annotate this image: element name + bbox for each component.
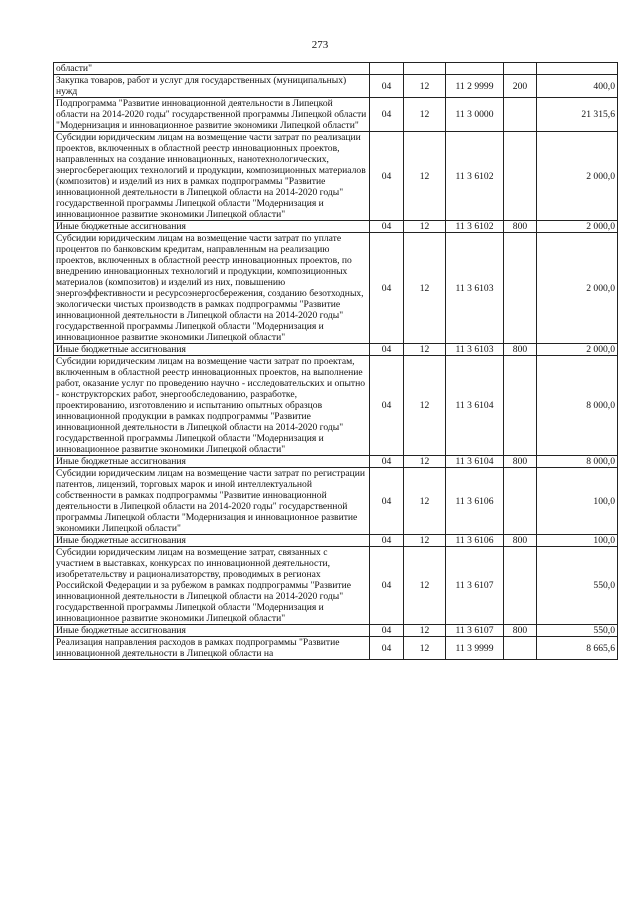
row-amount: 8 665,6	[537, 637, 618, 660]
row-subsection: 12	[404, 344, 446, 356]
row-section: 04	[370, 356, 404, 456]
row-amount: 100,0	[537, 468, 618, 535]
row-name: Реализация направления расходов в рамках подпрограммы "Развитие инновационной деятельности в Липецкой области на	[54, 637, 370, 660]
row-amount: 21 315,6	[537, 98, 618, 132]
row-amount: 8 000,0	[537, 456, 618, 468]
table-row	[54, 98, 618, 132]
row-section: 04	[370, 468, 404, 535]
row-section: 04	[370, 98, 404, 132]
row-name: Иные бюджетные ассигнования	[54, 221, 370, 233]
table-row	[54, 221, 618, 233]
row-amount: 2 000,0	[537, 132, 618, 221]
row-subsection: 12	[404, 625, 446, 637]
row-target-code: 11 3 0000	[446, 98, 504, 132]
row-target-code: 11 3 6102	[446, 221, 504, 233]
row-expense-type	[504, 547, 537, 625]
row-amount: 2 000,0	[537, 233, 618, 344]
row-name: Иные бюджетные ассигнования	[54, 456, 370, 468]
row-section: 04	[370, 233, 404, 344]
row-expense-type: 800	[504, 625, 537, 637]
row-name: Иные бюджетные ассигнования	[54, 625, 370, 637]
row-target-code: 11 3 6104	[446, 356, 504, 456]
row-amount	[537, 63, 618, 75]
table-row	[54, 356, 618, 456]
row-expense-type	[504, 356, 537, 456]
row-target-code: 11 3 6106	[446, 468, 504, 535]
row-subsection: 12	[404, 468, 446, 535]
table-row	[54, 75, 618, 98]
row-name: Иные бюджетные ассигнования	[54, 535, 370, 547]
row-amount: 2 000,0	[537, 344, 618, 356]
row-subsection	[404, 63, 446, 75]
row-subsection: 12	[404, 98, 446, 132]
row-subsection: 12	[404, 221, 446, 233]
row-section: 04	[370, 221, 404, 233]
row-expense-type	[504, 98, 537, 132]
row-expense-type: 800	[504, 344, 537, 356]
row-subsection: 12	[404, 547, 446, 625]
row-subsection: 12	[404, 535, 446, 547]
row-target-code: 11 3 6104	[446, 456, 504, 468]
row-section	[370, 63, 404, 75]
row-amount: 550,0	[537, 625, 618, 637]
table-row	[54, 637, 618, 660]
row-expense-type: 800	[504, 456, 537, 468]
row-name: Субсидии юридическим лицам на возмещение части затрат по проектам, включенным в областной реестр инновационных проектов, на выполнение работ, оказание услуг по проведению научно - исследовательских и опытно - конструкторских работ, энергообследованию, разработке, проектированию, изготовлению и испытанию опытных образцов инновационной продукции в рамках подпрограммы "Развитие инновационной деятельности в Липецкой области на 2014-2020 годы" государственной программы Липецкой области "Модернизация и инновационное развитие экономики Липецкой области"	[54, 356, 370, 456]
row-expense-type: 800	[504, 535, 537, 547]
row-name: области"	[54, 63, 370, 75]
row-target-code: 11 2 9999	[446, 75, 504, 98]
row-expense-type	[504, 637, 537, 660]
table-row	[54, 63, 618, 75]
page-number: 273	[311, 39, 329, 51]
row-subsection: 12	[404, 637, 446, 660]
row-name: Субсидии юридическим лицам на возмещение части затрат по регистрации патентов, лицензий, торговых марок и иной интеллектуальной собственности в рамках подпрограммы "Развитие инновационной деятельности в Липецкой области на 2014-2020 годы" государственной программы Липецкой области "Модернизация и инновационное развитие экономики Липецкой области"	[54, 468, 370, 535]
table-row	[54, 468, 618, 535]
row-subsection: 12	[404, 456, 446, 468]
table-row	[54, 547, 618, 625]
row-name: Субсидии юридическим лицам на возмещение части затрат по уплате процентов по банковским кредитам, направленным на реализацию проектов, включенных в областной реестр инновационных проектов, по внедрению инновационных технологий и продукции, композиционных материалов (композитов) и изделий из них, повышению энергоэффективности и ресурсоэнергосбережения, созданию безотходных, экологически чистых производств в рамках подпрограммы "Развитие инновационной деятельности в Липецкой области на 2014-2020 годы" государственной программы Липецкой области "Модернизация и инновационное развитие экономики Липецкой области"	[54, 233, 370, 344]
row-target-code: 11 3 6103	[446, 344, 504, 356]
row-expense-type	[504, 132, 537, 221]
row-section: 04	[370, 132, 404, 221]
row-name: Субсидии юридическим лицам на возмещение части затрат по реализации проектов, включенных в областной реестр инновационных проектов, направленных на создание инновационных, нанотехнологических, энергосберегающих технологий и продукции, композиционных материалов (композитов) и изделий из них в рамках подпрограммы "Развитие инновационной деятельности в Липецкой области на 2014-2020 годы" государственной программы Липецкой области "Модернизация и инновационное развитие экономики Липецкой области"	[54, 132, 370, 221]
row-section: 04	[370, 456, 404, 468]
row-expense-type	[504, 233, 537, 344]
row-name: Подпрограмма "Развитие инновационной деятельности в Липецкой области на 2014-2020 годы" государственной программы Липецкой области "Модернизация и инновационное развитие экономики Липецкой области"	[54, 98, 370, 132]
table-row	[54, 456, 618, 468]
row-amount: 400,0	[537, 75, 618, 98]
row-target-code: 11 3 6103	[446, 233, 504, 344]
row-target-code: 11 3 6107	[446, 625, 504, 637]
row-amount: 550,0	[537, 547, 618, 625]
table-row	[54, 535, 618, 547]
row-section: 04	[370, 344, 404, 356]
table-row	[54, 344, 618, 356]
table-row	[54, 132, 618, 221]
row-section: 04	[370, 547, 404, 625]
budget-table	[53, 62, 618, 660]
row-section: 04	[370, 535, 404, 547]
row-name: Иные бюджетные ассигнования	[54, 344, 370, 356]
row-subsection: 12	[404, 75, 446, 98]
row-section: 04	[370, 75, 404, 98]
row-subsection: 12	[404, 132, 446, 221]
row-expense-type	[504, 468, 537, 535]
row-amount: 8 000,0	[537, 356, 618, 456]
row-target-code: 11 3 6102	[446, 132, 504, 221]
row-target-code: 11 3 6106	[446, 535, 504, 547]
row-name: Закупка товаров, работ и услуг для государственных (муниципальных) нужд	[54, 75, 370, 98]
row-expense-type: 800	[504, 221, 537, 233]
row-target-code	[446, 63, 504, 75]
row-subsection: 12	[404, 233, 446, 344]
row-section: 04	[370, 625, 404, 637]
row-expense-type: 200	[504, 75, 537, 98]
row-subsection: 12	[404, 356, 446, 456]
row-amount: 2 000,0	[537, 221, 618, 233]
row-name: Субсидии юридическим лицам на возмещение затрат, связанных с участием в выставках, конкурсах по инновационной деятельности, изобретательству и рационализаторству, проводимых в регионах Российской Федерации и за рубежом в рамках подпрограммы "Развитие инновационной деятельности в Липецкой области на 2014-2020 годы" государственной программы Липецкой области "Модернизация и инновационное развитие экономики Липецкой области"	[54, 547, 370, 625]
row-target-code: 11 3 9999	[446, 637, 504, 660]
row-target-code: 11 3 6107	[446, 547, 504, 625]
table-row	[54, 625, 618, 637]
row-amount: 100,0	[537, 535, 618, 547]
row-section: 04	[370, 637, 404, 660]
row-expense-type	[504, 63, 537, 75]
table-row	[54, 233, 618, 344]
